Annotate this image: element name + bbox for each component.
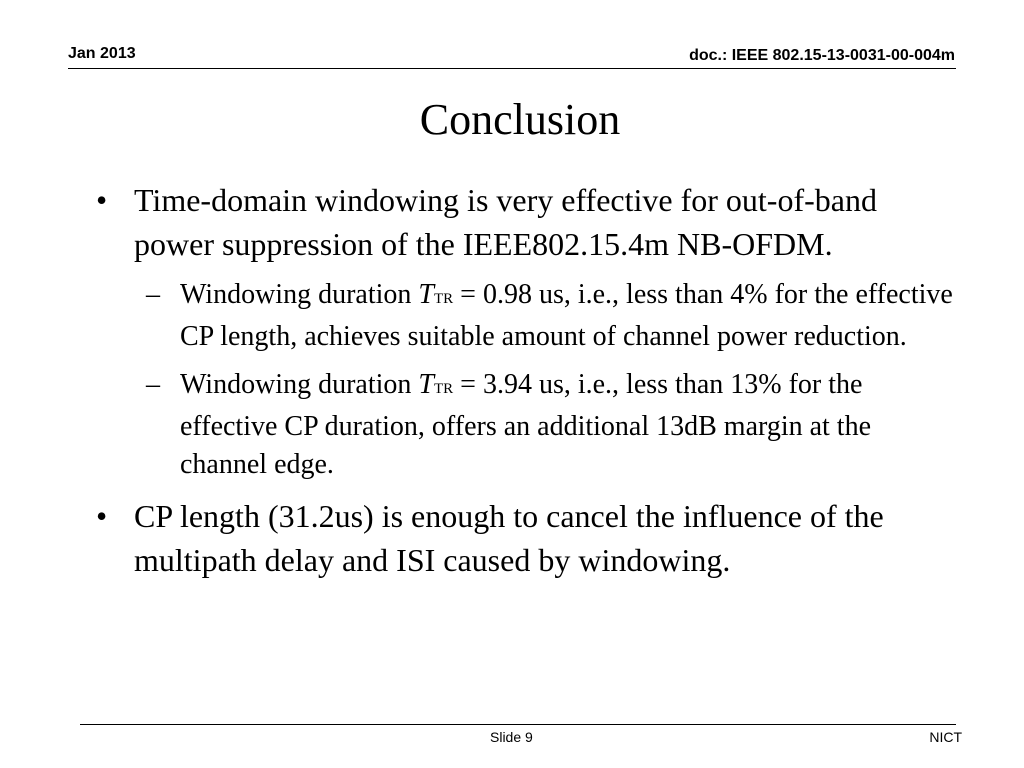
bullet-marker: • xyxy=(96,182,108,218)
variable-t: T xyxy=(418,369,434,400)
header-doc-id: doc.: IEEE 802.15-13-0031-00-004m xyxy=(689,47,955,64)
bullet-windowing-effective xyxy=(94,178,964,266)
bullet-text: CP length (31.2us) is enough to cancel the influence of the multipath delay and ISI caused by windowing. xyxy=(134,498,884,578)
subbullet-prefix: Windowing duration xyxy=(180,279,419,310)
subbullet-suffix: = 0.98 us, i.e., less than 4% for the effective CP length, achieves suitable amount of channel power reduction. xyxy=(180,279,953,352)
bullet-text: Time-domain windowing is very effective for out-of-band power suppression of the IEEE802.15.4m NB-OFDM. xyxy=(134,182,877,262)
footer-divider xyxy=(80,724,956,725)
subbullet-marker: – xyxy=(146,279,160,310)
slide-body xyxy=(94,178,964,592)
subbullet-duration-098 xyxy=(94,276,964,356)
footer-organization: NICT xyxy=(929,729,962,745)
subbullet-marker: – xyxy=(146,369,160,400)
bullet-cp-length xyxy=(94,494,964,582)
variable-subscript: TR xyxy=(433,381,454,397)
subbullet-suffix: = 3.94 us, i.e., less than 13% for the effective CP duration, offers an additional 13dB margin at the channel edge. xyxy=(180,369,872,480)
header-date: Jan 2013 xyxy=(68,45,136,62)
bullet-marker: • xyxy=(96,498,108,534)
variable-subscript: TR xyxy=(433,291,454,307)
subbullet-duration-394 xyxy=(94,366,964,484)
subbullet-prefix: Windowing duration xyxy=(180,369,419,400)
slide-title: Conclusion xyxy=(419,95,621,144)
variable-t: T xyxy=(418,279,434,310)
footer-slide-number: Slide 9 xyxy=(490,729,533,745)
header-divider xyxy=(68,68,956,69)
